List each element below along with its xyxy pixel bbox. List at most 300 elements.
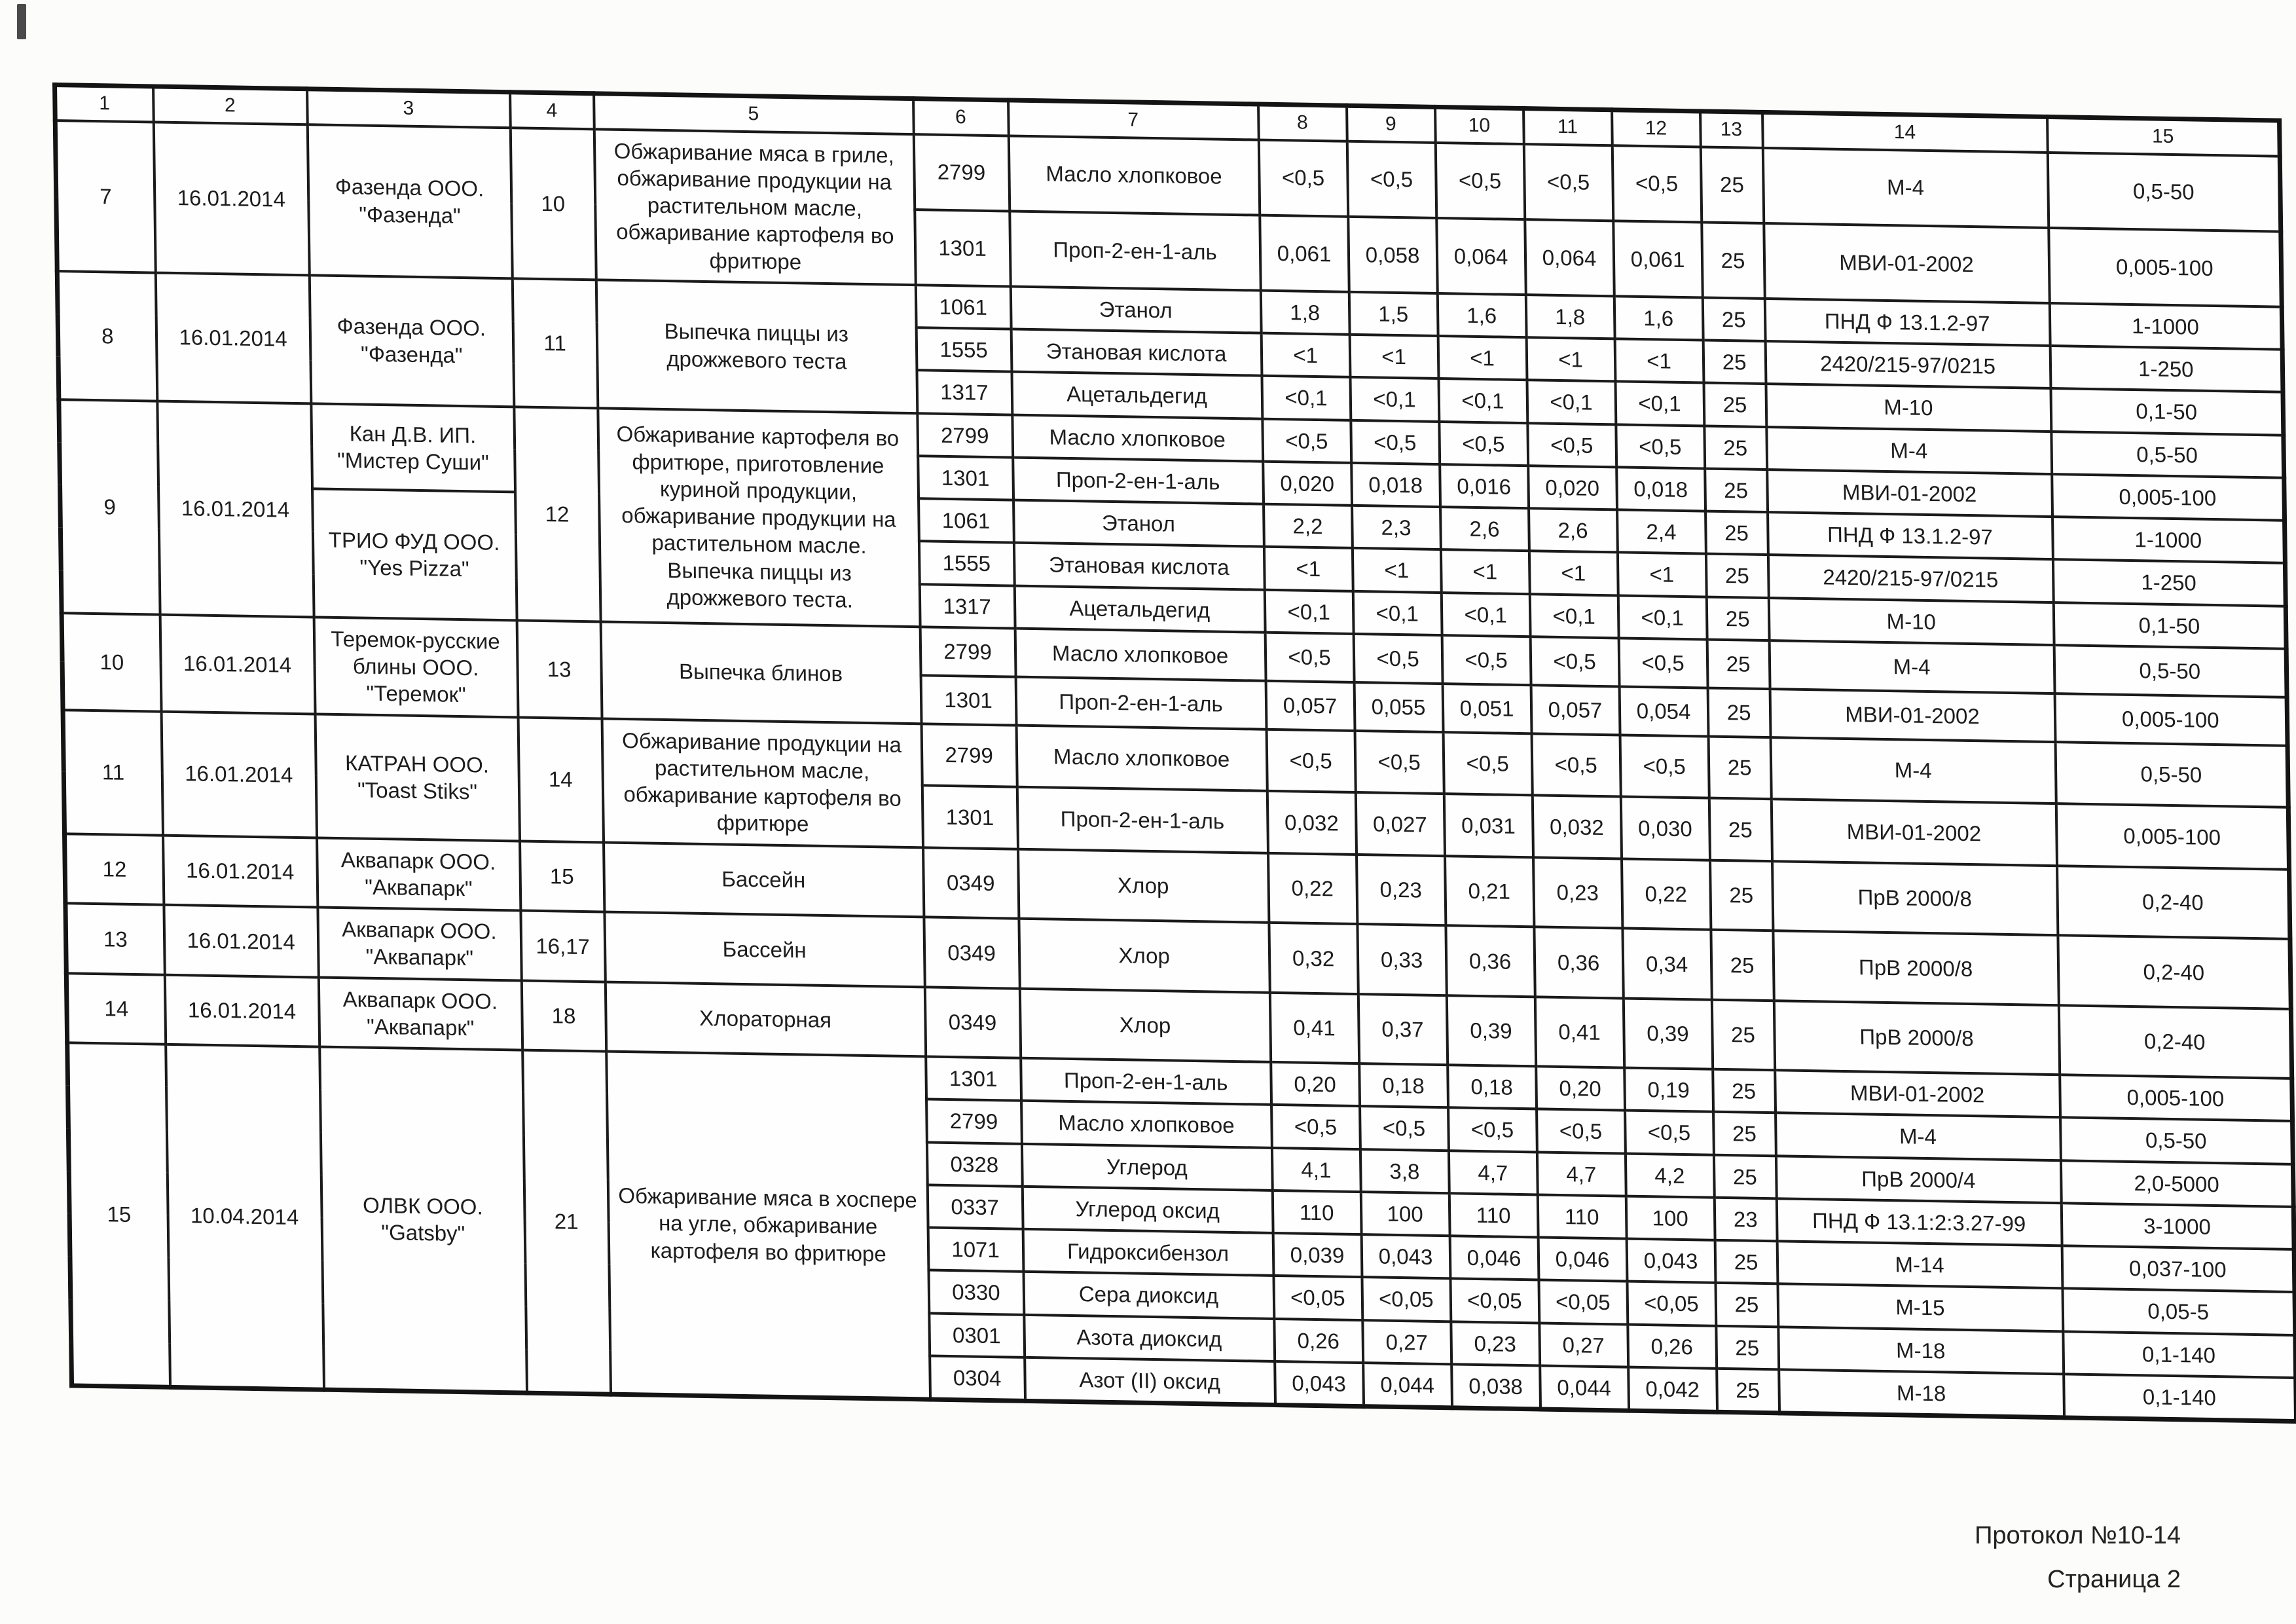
substance-code: 1061 (919, 498, 1014, 543)
measurement-value: 0,038 (1451, 1364, 1540, 1409)
substance-code: 1301 (922, 785, 1017, 849)
measurement-value: 0,22 (1268, 853, 1357, 924)
measurement-value: <0,5 (1435, 142, 1525, 219)
sample-count: 25 (1713, 1154, 1776, 1198)
measurement-value: <1 (1261, 333, 1350, 377)
process-description: Выпечка пиццы из дрожжевого теста (596, 280, 917, 413)
process-description: Обжаривание продукции на растительном масле, обжаривание картофеля во фритюре (602, 718, 922, 847)
sampling-point-number: 12 (514, 407, 600, 621)
measurement-range: 2,0-5000 (2060, 1160, 2293, 1207)
measurement-value: <0,5 (1531, 733, 1620, 797)
substance-name: Ацетальдегид (1014, 585, 1265, 632)
measurements-table (52, 83, 2296, 1424)
substance-code: 0301 (929, 1313, 1025, 1357)
column-header: 10 (1435, 107, 1524, 143)
measurement-range: 0,005-100 (2056, 803, 2289, 869)
sample-count: 25 (1715, 1283, 1778, 1327)
measurement-range: 0,2-40 (2058, 935, 2291, 1008)
measurement-value: <1 (1352, 548, 1441, 592)
sampling-point-number: 14 (518, 717, 603, 842)
measurement-value: 0,20 (1271, 1062, 1360, 1106)
column-header: 1 (55, 85, 154, 122)
measurement-range: 1-250 (2052, 559, 2286, 606)
measurement-value: 110 (1537, 1194, 1626, 1238)
method-reference: ПНД Ф 13.1.2-97 (1768, 512, 2053, 559)
substance-name: Азот (II) оксид (1025, 1357, 1275, 1405)
measurement-value: <0,5 (1523, 144, 1613, 221)
method-reference: 2420/215-97/0215 (1765, 341, 2050, 388)
column-header: 3 (307, 89, 511, 128)
sampling-date: 16.01.2014 (160, 614, 315, 714)
method-reference: ПНД Ф 13.1:2:3.27-99 (1776, 1198, 2062, 1246)
substance-code: 0328 (926, 1142, 1022, 1187)
measurement-value: 0,043 (1626, 1239, 1715, 1283)
sample-count: 25 (1717, 1369, 1779, 1413)
table-body (55, 120, 2296, 1422)
method-reference: МВИ-01-2002 (1764, 223, 2050, 303)
measurement-value: <0,5 (1616, 424, 1705, 468)
company-name: Аквапарк ООО. "Аквапарк" (318, 908, 521, 981)
measurement-value: 0,043 (1361, 1234, 1450, 1278)
substance-name: Азота диоксид (1024, 1314, 1275, 1361)
sample-count: 25 (1706, 597, 1769, 640)
sample-count: 25 (1711, 930, 1774, 1001)
substance-name: Сера диоксид (1023, 1272, 1274, 1318)
measurement-value: 0,27 (1362, 1320, 1451, 1364)
measurement-value: 0,031 (1444, 794, 1533, 857)
method-reference: М-4 (1770, 737, 2056, 804)
measurement-value: <0,5 (1527, 423, 1616, 467)
process-description: Бассейн (604, 842, 924, 917)
protocol-number: Протокол №10-14 (1975, 1522, 2181, 1549)
measurement-value: 0,044 (1363, 1363, 1452, 1408)
measurement-value: <0,1 (1350, 377, 1439, 421)
company-name: Теремок-русские блины ООО. "Теремок" (314, 617, 518, 717)
substance-code: 1301 (926, 1056, 1021, 1101)
measurement-value: 4,7 (1537, 1152, 1626, 1196)
method-reference: М-4 (1776, 1113, 2061, 1160)
measurement-value: 0,33 (1357, 924, 1446, 995)
method-reference: М-15 (1777, 1284, 2063, 1331)
measurement-value: <0,5 (1353, 634, 1442, 684)
sampling-point-number: 13 (517, 620, 602, 718)
measurement-value: 0,36 (1446, 925, 1535, 997)
measurement-value: 0,055 (1354, 682, 1443, 732)
sample-count: 25 (1704, 426, 1767, 470)
measurement-value: <1 (1529, 551, 1618, 595)
company-name: Аквапарк ООО. "Аквапарк" (317, 838, 520, 911)
process-description: Обжаривание мяса в хоспере на угле, обжаривание картофеля во фритюре (606, 1052, 930, 1399)
sampling-date: 16.01.2014 (164, 974, 319, 1046)
measurement-value: 1,5 (1349, 292, 1438, 336)
measurement-value: 0,21 (1445, 856, 1534, 927)
column-header: 11 (1523, 109, 1613, 145)
measurement-value: 0,36 (1534, 927, 1623, 998)
substance-code: 1071 (928, 1227, 1023, 1272)
measurement-value: 0,19 (1624, 1068, 1713, 1112)
method-reference: МВИ-01-2002 (1770, 689, 2055, 742)
measurement-value: 0,057 (1266, 680, 1355, 730)
measurement-value: 0,057 (1531, 685, 1620, 735)
method-reference: 2420/215-97/0215 (1768, 555, 2053, 602)
substance-code: 1555 (919, 542, 1014, 586)
measurement-value: 0,41 (1535, 997, 1624, 1068)
measurement-value: <1 (1526, 337, 1615, 381)
sample-count: 23 (1714, 1198, 1777, 1242)
measurement-value: 0,18 (1448, 1065, 1537, 1109)
method-reference: М-18 (1779, 1369, 2064, 1418)
measurement-value: 0,018 (1351, 463, 1440, 507)
measurement-value: <1 (1349, 335, 1438, 378)
measurement-value: 1,6 (1614, 296, 1703, 340)
column-header: 6 (913, 99, 1009, 136)
substance-code: 1317 (917, 370, 1012, 415)
method-reference: ПрВ 2000/8 (1773, 931, 2058, 1005)
measurement-value: <0,5 (1266, 729, 1355, 792)
substance-name: Масло хлопковое (1008, 136, 1260, 215)
measurement-range: 0,05-5 (2062, 1289, 2295, 1335)
measurement-value: <0,05 (1450, 1279, 1539, 1323)
measurement-value: 0,39 (1623, 998, 1712, 1069)
measurement-range: 0,2-40 (2057, 866, 2290, 939)
company-name: КАТРАН ООО. "Toast Stiks" (315, 714, 519, 841)
measurement-value: <0,5 (1442, 635, 1531, 685)
measurement-value: 0,23 (1357, 854, 1446, 925)
measurement-value: 0,37 (1358, 994, 1447, 1065)
sampling-date: 16.01.2014 (163, 835, 318, 907)
measurement-value: <0,5 (1360, 1106, 1449, 1150)
measurement-value: 0,32 (1269, 923, 1358, 994)
substance-name: Проп-2-ен-1-аль (1021, 1058, 1271, 1105)
measurement-range: 0,005-100 (2060, 1075, 2293, 1121)
measurement-value: 100 (1360, 1192, 1449, 1236)
process-description: Обжаривание мяса в гриле, обжаривание продукции на растительном масле, обжаривание картофеля во фритюре (594, 129, 915, 285)
measurement-value: 3,8 (1360, 1149, 1449, 1193)
measurement-value: <0,5 (1351, 420, 1440, 464)
sampling-point-number: 18 (521, 980, 606, 1052)
column-header: 14 (1762, 112, 2048, 152)
measurement-range: 0,005-100 (2054, 693, 2287, 746)
sample-count: 25 (1703, 340, 1766, 384)
measurement-value: 0,016 (1440, 464, 1529, 508)
method-reference: М-10 (1766, 384, 2051, 431)
column-header: 2 (153, 86, 308, 124)
measurement-value: 2,6 (1440, 507, 1529, 551)
measurement-value: 0,030 (1620, 796, 1709, 860)
measurement-value: 0,054 (1619, 686, 1708, 736)
substance-code: 0349 (924, 987, 1020, 1058)
substance-name: Этановая кислота (1013, 543, 1264, 589)
measurement-value: 4,1 (1271, 1147, 1360, 1191)
measurement-range: 0,2-40 (2058, 1005, 2291, 1079)
measurement-value: 0,20 (1536, 1066, 1625, 1110)
measurement-value: <0,05 (1627, 1282, 1716, 1325)
sample-count: 25 (1711, 999, 1774, 1070)
method-reference: ПрВ 2000/4 (1776, 1156, 2061, 1203)
sample-count: 25 (1700, 147, 1764, 223)
measurement-value: 2,2 (1264, 504, 1353, 548)
measurement-value: <0,1 (1618, 595, 1707, 639)
sample-count: 25 (1710, 860, 1773, 931)
measurement-value: 0,27 (1539, 1323, 1628, 1367)
measurement-value: <0,5 (1620, 735, 1709, 798)
measurement-value: <1 (1614, 339, 1704, 382)
measurement-value: <1 (1264, 547, 1353, 591)
substance-name: Масло хлопковое (1015, 628, 1266, 680)
measurement-value: 0,051 (1442, 684, 1531, 733)
measurement-value: 0,027 (1355, 792, 1444, 856)
sampling-point-number: 15 (520, 841, 604, 912)
substance-code: 2799 (917, 413, 1013, 458)
measurement-value: <1 (1617, 553, 1706, 597)
process-description: Обжаривание картофеля во фритюре, приготовление куриной продукции, обжаривание продукции на растительном масле. Выпечка пиццы из дрожжевого теста. (598, 408, 920, 627)
measurement-value: 2,4 (1617, 509, 1706, 553)
substance-code: 1301 (918, 456, 1013, 500)
substance-name: Проп-2-ен-1-аль (1015, 676, 1266, 729)
sample-count: 25 (1705, 554, 1768, 598)
method-reference: М-18 (1778, 1327, 2064, 1374)
measurement-value: 0,064 (1525, 219, 1614, 296)
substance-code: 1301 (915, 210, 1011, 286)
substance-name: Проп-2-ен-1-аль (1010, 211, 1261, 290)
column-header: 7 (1008, 100, 1259, 139)
measurement-value: <0,05 (1539, 1280, 1628, 1324)
measurement-value: 0,34 (1622, 929, 1711, 1000)
measurement-value: <0,5 (1439, 422, 1528, 466)
company-name: Фазенда ООО. "Фазенда" (309, 275, 514, 407)
measurement-value: 100 (1626, 1196, 1715, 1240)
measurement-range: 0,1-140 (2063, 1331, 2296, 1378)
measurement-value: <0,5 (1265, 632, 1354, 682)
measurement-range: 1-1000 (2049, 303, 2282, 350)
measurement-value: <0,1 (1353, 591, 1442, 635)
measurement-value: <0,5 (1355, 730, 1444, 794)
measurement-value: 2,6 (1529, 508, 1618, 552)
measurement-value: <0,05 (1273, 1276, 1362, 1320)
measurement-value: 0,044 (1540, 1365, 1629, 1411)
substance-name: Хлор (1019, 988, 1270, 1062)
measurement-value: <0,1 (1438, 378, 1527, 422)
measurement-value: 0,020 (1528, 466, 1617, 509)
measurement-range: 0,5-50 (2051, 432, 2284, 478)
substance-code: 2799 (913, 134, 1010, 211)
measurement-range: 0,1-50 (2053, 602, 2286, 649)
substance-code: 2799 (920, 627, 1015, 676)
substance-name: Углерод (1021, 1143, 1272, 1190)
measurement-value: 0,23 (1533, 857, 1622, 929)
substance-name: Масло хлопковое (1012, 415, 1263, 461)
measurement-value: 1,8 (1260, 290, 1349, 334)
substance-code: 0349 (923, 847, 1019, 919)
sample-count: 25 (1713, 1112, 1776, 1156)
substance-name: Углерод оксид (1022, 1187, 1273, 1233)
sampling-date: 16.01.2014 (157, 401, 314, 617)
company-name: ТРИО ФУД ООО. "Yes Pizza" (312, 489, 517, 620)
process-description: Выпечка блинов (600, 621, 921, 724)
sample-count: 25 (1702, 222, 1765, 299)
substance-name: Проп-2-ен-1-аль (1013, 457, 1264, 504)
measurement-value: <0,1 (1529, 594, 1618, 638)
substance-name: Проп-2-ен-1-аль (1017, 787, 1267, 853)
method-reference: МВИ-01-2002 (1771, 799, 2056, 866)
company-name: Аквапарк ООО. "Аквапарк" (318, 977, 522, 1050)
measurement-value: 0,046 (1449, 1236, 1539, 1280)
substance-code: 0330 (928, 1270, 1024, 1315)
page-number: Страница 2 (2047, 1565, 2181, 1593)
sample-count: 25 (1709, 798, 1772, 861)
measurement-range: 0,005-100 (2052, 474, 2285, 521)
method-reference: МВИ-01-2002 (1767, 470, 2052, 517)
substance-name: Масло хлопковое (1016, 725, 1267, 791)
measurement-value: 4,2 (1625, 1153, 1714, 1197)
company-name: Кан Д.В. ИП. "Мистер Суши" (311, 403, 515, 492)
row-number: 7 (55, 120, 155, 273)
page-footer (1975, 1514, 2181, 1601)
substance-name: Хлор (1018, 849, 1269, 923)
measurement-value: 0,061 (1260, 215, 1349, 291)
measurement-value: 2,3 (1352, 506, 1441, 549)
measurement-value: 0,26 (1628, 1324, 1717, 1368)
measurement-value: <0,5 (1271, 1105, 1360, 1149)
measurement-range: 1-250 (2050, 346, 2283, 392)
sampling-date: 16.01.2014 (164, 905, 318, 977)
sampling-point-number: 10 (510, 128, 596, 280)
sampling-date: 16.01.2014 (155, 272, 311, 403)
column-header: 9 (1347, 105, 1436, 142)
sampling-date: 10.04.2014 (166, 1044, 324, 1390)
column-header: 4 (510, 92, 594, 129)
measurement-value: <0,5 (1537, 1109, 1626, 1153)
measurement-value: <1 (1440, 549, 1529, 593)
measurement-value: 1,8 (1525, 295, 1614, 339)
measurement-range: 0,1-140 (2064, 1374, 2296, 1421)
row-number: 13 (65, 903, 164, 974)
measurement-value: <1 (1438, 336, 1527, 380)
measurement-value: <0,5 (1625, 1111, 1714, 1154)
company-name: Фазенда ООО. "Фазенда" (307, 124, 512, 278)
measurement-value: 0,046 (1538, 1237, 1627, 1281)
measurement-value: 0,18 (1359, 1063, 1448, 1107)
sample-count: 25 (1707, 688, 1770, 737)
measurement-value: 0,032 (1532, 795, 1621, 858)
measurement-value: <0,5 (1258, 139, 1348, 216)
company-name: ОЛВК ООО. "Gatsby" (319, 1047, 527, 1393)
sample-count: 25 (1702, 297, 1765, 341)
row-number: 8 (57, 271, 157, 401)
sample-count: 25 (1708, 736, 1771, 799)
row-number: 12 (65, 834, 164, 905)
measurement-value: 110 (1449, 1193, 1538, 1237)
measurement-value: <0,5 (1448, 1107, 1537, 1151)
column-header: 15 (2047, 117, 2280, 156)
sampling-point-number: 21 (522, 1050, 611, 1395)
process-description: Бассейн (604, 912, 924, 987)
sample-count: 25 (1707, 639, 1770, 688)
substance-name: Гидроксибензол (1023, 1229, 1273, 1276)
substance-name: Этанол (1013, 500, 1264, 547)
measurement-value: 0,22 (1622, 858, 1711, 930)
row-number: 9 (59, 399, 160, 615)
sample-count: 25 (1716, 1325, 1779, 1369)
measurement-range: 0,1-50 (2050, 388, 2284, 435)
substance-code: 0304 (930, 1356, 1025, 1401)
row-number: 14 (66, 973, 165, 1044)
measurement-value: 0,39 (1446, 995, 1535, 1067)
measurement-range: 0,5-50 (2047, 152, 2281, 231)
measurement-value: 110 (1272, 1190, 1361, 1234)
measurement-value: <0,5 (1612, 145, 1702, 222)
measurement-value: <0,1 (1615, 382, 1704, 426)
substance-code: 1317 (919, 584, 1015, 629)
substance-code: 2799 (926, 1099, 1022, 1144)
substance-name: Ацетальдегид (1011, 372, 1262, 418)
measurement-value: 0,061 (1613, 221, 1703, 297)
measurement-value: <0,1 (1527, 380, 1616, 424)
row-number: 10 (62, 613, 161, 711)
column-header: 12 (1612, 110, 1701, 147)
measurement-range: 0,5-50 (2060, 1117, 2293, 1164)
sampling-date: 16.01.2014 (161, 711, 316, 838)
measurement-range: 0,037-100 (2062, 1246, 2295, 1292)
measurement-value: 0,058 (1348, 216, 1438, 293)
process-description: Хлораторная (605, 982, 925, 1056)
measurement-value: 4,7 (1448, 1151, 1537, 1194)
column-header: 5 (594, 94, 914, 134)
method-reference: М-10 (1768, 598, 2054, 645)
measurement-value: 0,26 (1274, 1318, 1363, 1362)
measurement-value: 0,039 (1273, 1233, 1362, 1277)
column-header: 13 (1700, 111, 1763, 148)
substance-code: 0349 (924, 917, 1019, 988)
row-number: 15 (67, 1043, 170, 1387)
row-number: 11 (63, 710, 162, 835)
sampling-point-number: 16,17 (520, 910, 605, 982)
measurement-value: 0,064 (1436, 218, 1526, 295)
measurement-value: <0,1 (1262, 376, 1351, 420)
method-reference: ПрВ 2000/8 (1772, 861, 2058, 936)
measurement-value: <0,05 (1362, 1277, 1451, 1321)
measurement-value: 0,41 (1269, 992, 1358, 1063)
measurement-range: 0,5-50 (2054, 645, 2287, 697)
measurement-value: 0,032 (1267, 791, 1356, 855)
method-reference: М-4 (1769, 640, 2054, 693)
measurement-range: 1-1000 (2052, 517, 2286, 563)
measurement-range: 0,5-50 (2055, 742, 2288, 807)
substance-name: Масло хлопковое (1021, 1101, 1272, 1147)
measurement-value: <0,1 (1264, 589, 1353, 633)
sample-count: 25 (1705, 511, 1768, 555)
substance-code: 1555 (916, 327, 1011, 372)
measurement-value: <0,1 (1441, 593, 1530, 637)
method-reference: ПрВ 2000/8 (1774, 1001, 2059, 1075)
substance-code: 2799 (921, 724, 1017, 787)
measurement-value: 0,020 (1263, 461, 1352, 505)
sampling-date: 16.01.2014 (153, 122, 309, 275)
measurement-value: 0,018 (1616, 467, 1705, 511)
measurement-value: 1,6 (1437, 293, 1526, 337)
measurement-value: 0,23 (1451, 1321, 1540, 1365)
scan-artifact-mark (17, 4, 26, 39)
sample-count: 25 (1715, 1240, 1777, 1284)
sample-count: 25 (1704, 383, 1766, 427)
measurement-value: <0,5 (1443, 732, 1532, 796)
measurement-value: 0,043 (1275, 1361, 1364, 1407)
measurement-range: 0,005-100 (2049, 228, 2282, 307)
method-reference: М-4 (1766, 427, 2052, 474)
measurement-value: <0,5 (1530, 637, 1619, 686)
column-header: 8 (1258, 104, 1347, 141)
method-reference: МВИ-01-2002 (1775, 1070, 2060, 1117)
